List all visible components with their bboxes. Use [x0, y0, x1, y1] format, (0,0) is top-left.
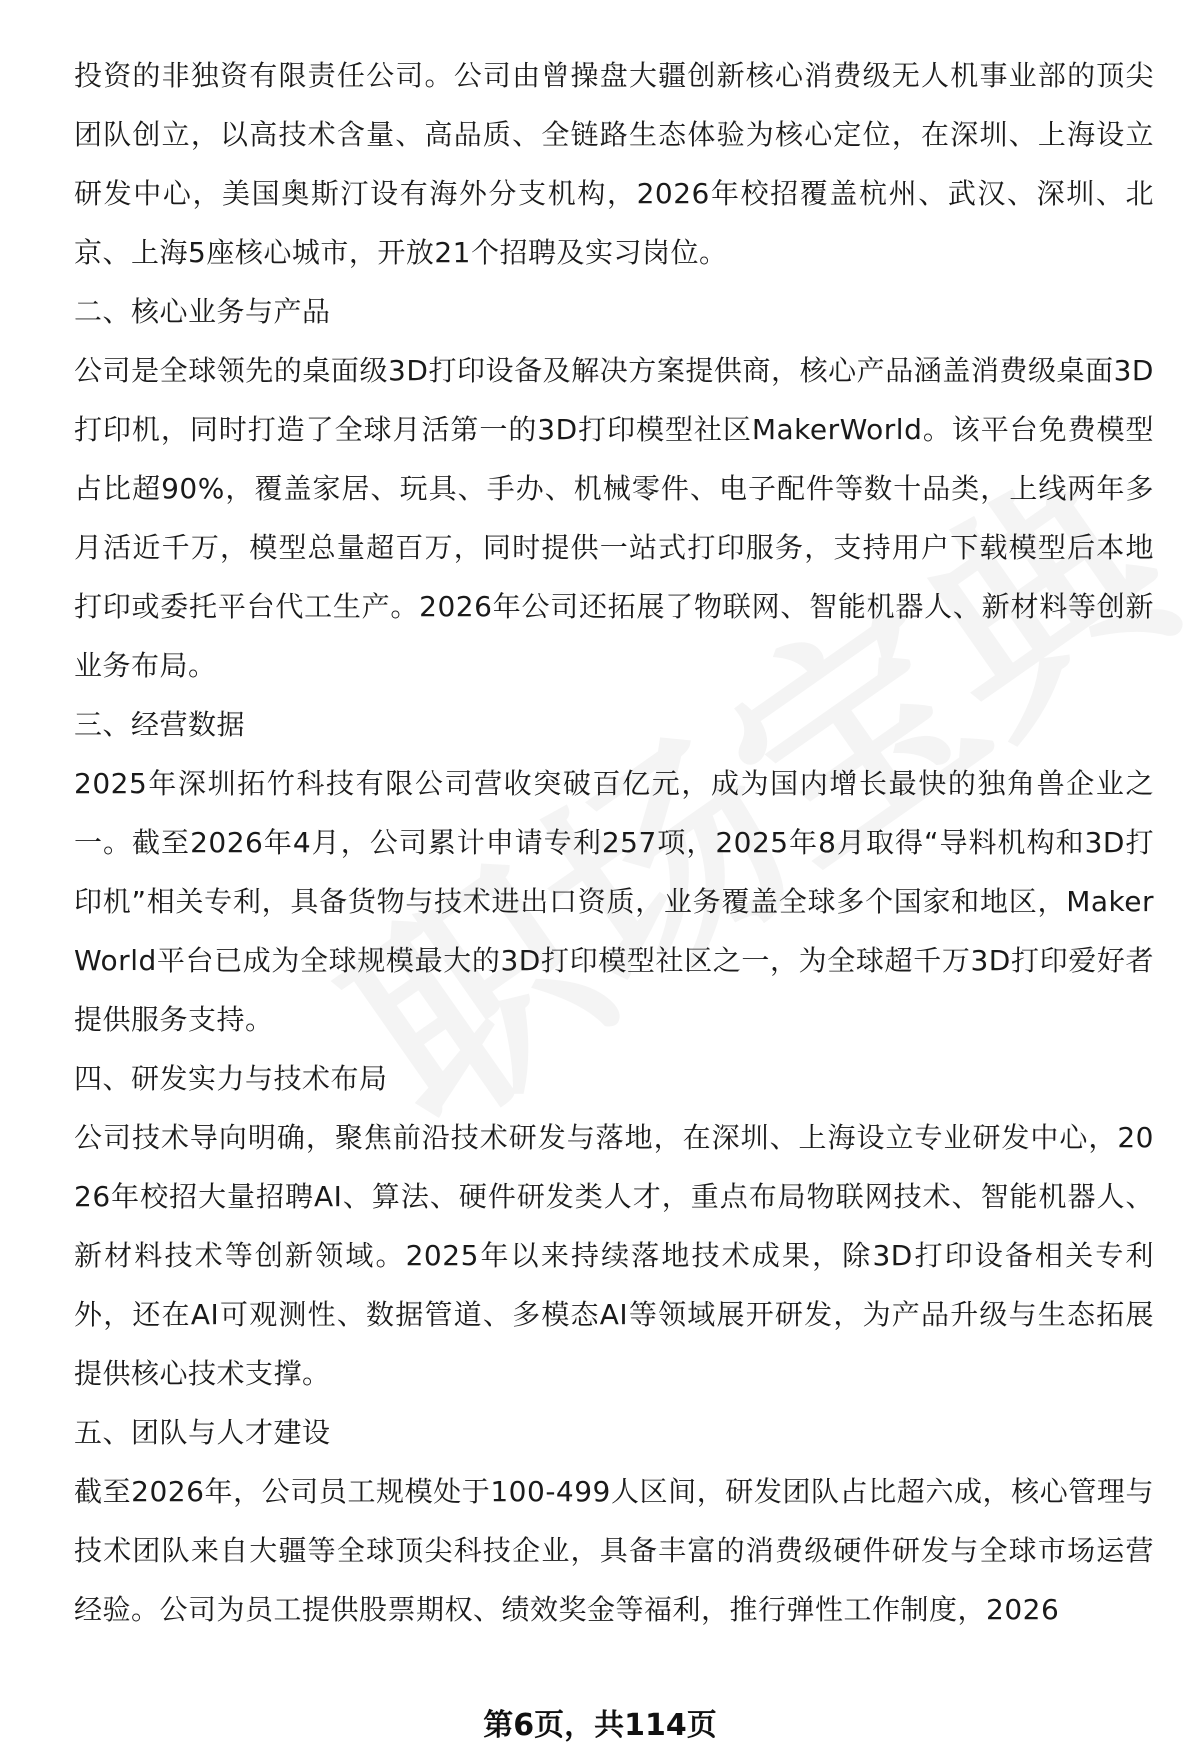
- paragraph-operations: 2025年深圳拓竹科技有限公司营收突破百亿元，成为国内增长最快的独角兽企业之一。截至2026年4月，公司累计申请专利257项，2025年8月取得“导料机构和3D打印机”相关专利，具备货物与技术进出口资质，业务覆盖全球多个国家和地区，MakerWorld平台已成为全球规模最大的3D打印模型社区之一，为全球超千万3D打印爱好者提供服务支持。: [74, 767, 1154, 1036]
- page-number-footer: 第6页，共114页: [483, 1708, 717, 1743]
- section-heading-rnd: 四、研发实力与技术布局: [74, 1062, 388, 1095]
- section-heading-operations: 三、经营数据: [74, 708, 246, 741]
- paragraph-company-intro: 投资的非独资有限责任公司。公司由曾操盘大疆创新核心消费级无人机事业部的顶尖团队创立，以高技术含量、高品质、全链路生态体验为核心定位，在深圳、上海设立研发中心，美国奥斯汀设有海外分支机构，2026年校招覆盖杭州、武汉、深圳、北京、上海5座核心城市，开放21个招聘及实习岗位。: [74, 59, 1154, 269]
- paragraph-rnd: 公司技术导向明确，聚焦前沿技术研发与落地，在深圳、上海设立专业研发中心，2026年校招大量招聘AI、算法、硬件研发类人才，重点布局物联网技术、智能机器人、新材料技术等创新领域。2025年以来持续落地技术成果，除3D打印设备相关专利外，还在AI可观测性、数据管道、多模态AI等领域展开研发，为产品升级与生态拓展提供核心技术支撑。: [74, 1121, 1154, 1390]
- section-heading-team: 五、团队与人才建设: [74, 1416, 331, 1449]
- paragraph-team: 截至2026年，公司员工规模处于100-499人区间，研发团队占比超六成，核心管理与技术团队来自大疆等全球顶尖科技企业，具备丰富的消费级硬件研发与全球市场运营经验。公司为员工提供股票期权、绩效奖金等福利，推行弹性工作制度，2026: [74, 1475, 1154, 1626]
- document-body: [74, 46, 1154, 1639]
- section-heading-business: 二、核心业务与产品: [74, 295, 331, 328]
- paragraph-business: 公司是全球领先的桌面级3D打印设备及解决方案提供商，核心产品涵盖消费级桌面3D打印机，同时打造了全球月活第一的3D打印模型社区MakerWorld。该平台免费模型占比超90%，覆盖家居、玩具、手办、机械零件、电子配件等数十品类，上线两年多月活近千万，模型总量超百万，同时提供一站式打印服务，支持用户下载模型后本地打印或委托平台代工生产。2026年公司还拓展了物联网、智能机器人、新材料等创新业务布局。: [74, 354, 1154, 682]
